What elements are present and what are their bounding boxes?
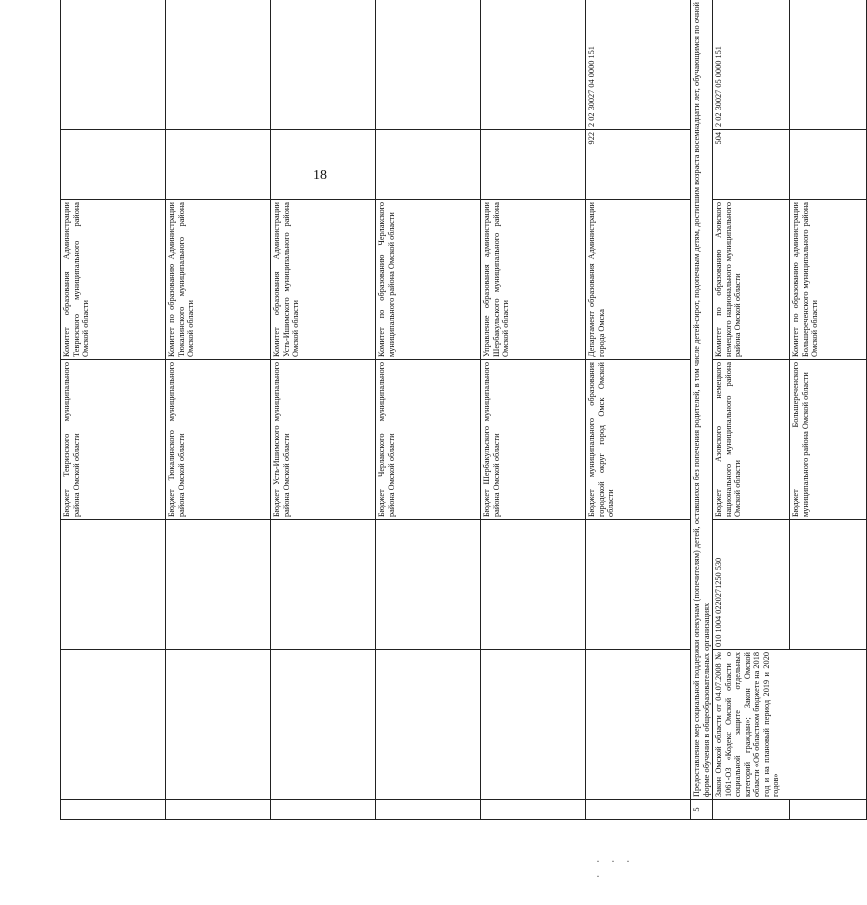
admin-code-cell: 504 xyxy=(713,130,790,200)
budget-cell: Бюджет Азовского немецкого национального муниципального района Омской области xyxy=(713,360,790,520)
budget-cell: Бюджет муниципального образования городской округ город Омск Омской области xyxy=(586,360,691,520)
admin-cell: Комитет по образованию Черлакского муниципального района Омской области xyxy=(376,200,481,360)
income-code-cell: 2 02 30027 04 0000 151 xyxy=(586,0,691,130)
section-number: 5 xyxy=(691,800,713,820)
page-number: 18 xyxy=(313,168,327,183)
budget-cell: Бюджет Усть-Ишимского муниципального района Омской области xyxy=(271,360,376,520)
budget-cell: Бюджет Черлакского муниципального района Омской области xyxy=(376,360,481,520)
budget-cell: Бюджет Тевризского муниципального района Омской области xyxy=(61,360,166,520)
section-title: Предоставление мер социальной поддержки опекунам (попечителям) детей, оставшихся без попечения родителей, в том числе детей-сирот, подопечным детям, достигшим возраста восемнадцати лет, обучающимся по очной форме обучения в общеобразовательных организациях xyxy=(691,0,713,800)
income-code-cell: 2 02 30027 05 0000 151 xyxy=(713,0,790,130)
table-row xyxy=(713,0,790,820)
budget-cell: Бюджет Большереченского муниципального района Омской области xyxy=(790,360,867,520)
admin-code-cell: 922 xyxy=(586,130,691,200)
table-row xyxy=(271,0,376,820)
admin-cell: Комитет по образованию Азовского немецкого национального муниципального района Омской области xyxy=(713,200,790,360)
admin-cell: Комитет образования Администрации Тевризского муниципального района Омской области xyxy=(61,200,166,360)
admin-cell: Комитет образования Администрации Усть-Ишимского муниципального района Омской области xyxy=(271,200,376,360)
allocation-table xyxy=(60,0,867,820)
budget-cell: Бюджет Шербакульского муниципального района Омской области xyxy=(481,360,586,520)
section-header-row xyxy=(691,0,713,820)
scan-marks: · · · · xyxy=(596,854,634,883)
table-row xyxy=(61,0,166,820)
admin-cell: Управление образования администрации Шербакульского муниципального района Омской области xyxy=(481,200,586,360)
admin-cell: Департамент образования Администрации города Омска xyxy=(586,200,691,360)
admin-cell: Комитет по образованию администрации Большереченского муниципального района Омской области xyxy=(790,200,867,360)
budget-cell: Бюджет Тюкалинского муниципального района Омской области xyxy=(166,360,271,520)
table-row xyxy=(586,0,691,820)
admin-cell: Комитет по образованию Администрации Тюкалинского муниципального района Омской области xyxy=(166,200,271,360)
table-row xyxy=(166,0,271,820)
law-reference-cell: Закон Омской области от 04.07.2008 № 1061-ОЗ «Кодекс Омской области о социальной защите отдельных категорий граждан»; Закон Омской области «Об областном бюджете на 2018 год и на плановый период 2019 и 2020 годов» xyxy=(713,650,867,800)
budget-code-cell: 010 1004 0220271250 530 xyxy=(713,520,790,650)
table-row xyxy=(481,0,586,820)
table-row xyxy=(376,0,481,820)
